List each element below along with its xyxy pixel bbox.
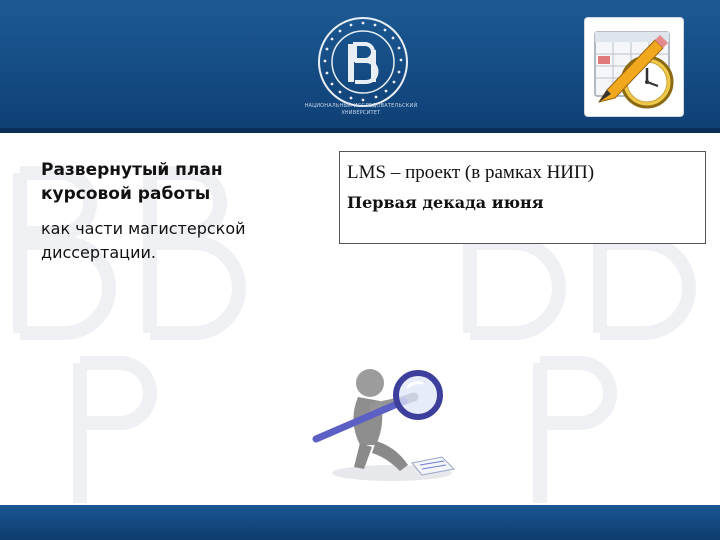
- logo-caption-line1: НАЦИОНАЛЬНЫЙ ИССЛЕДОВАТЕЛЬСКИЙ: [304, 103, 418, 109]
- plan-subtitle-line1: как части магистерской: [41, 219, 246, 238]
- plan-title-line2: курсовой работы: [41, 184, 211, 204]
- deadline-info-box: [339, 151, 706, 244]
- plan-subtitle: [41, 217, 311, 265]
- logo-caption-line2: УНИВЕРСИТЕТ: [341, 110, 381, 116]
- course-plan-text: [41, 158, 311, 265]
- footer-band: [0, 505, 720, 540]
- plan-title: [41, 158, 311, 206]
- header-band: [0, 0, 720, 133]
- deadline-text: Первая декада июня: [347, 193, 544, 212]
- plan-subtitle-line2: диссертации.: [41, 243, 156, 262]
- calendar-clock-pencil-icon: [585, 18, 683, 116]
- hse-university-emblem-icon: [315, 14, 411, 110]
- project-label: LMS – проект (в рамках НИП): [347, 162, 595, 183]
- calendar-clock-card: [585, 18, 683, 116]
- plan-title-line1: Развернутый план: [41, 160, 223, 180]
- person-with-magnifying-glass-icon: [312, 355, 482, 485]
- logo-caption: [296, 103, 426, 117]
